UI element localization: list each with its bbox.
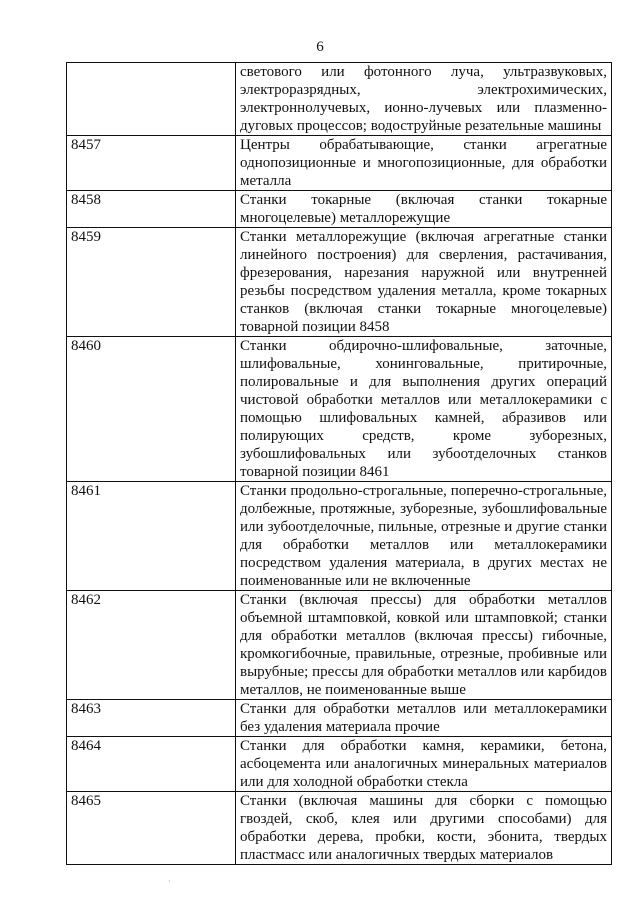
table-row [67,191,612,228]
table-row [67,591,612,700]
code-cell [67,63,236,136]
description-cell: Центры обрабатывающие, станки агрегатные однопозиционные и многопозиционные, для обработки металла [236,136,612,191]
description-cell: Станки обдирочно-шлифовальные, заточные, шлифовальные, хонинговальные, притирочные, полировальные и для выполнения других операций чистовой обработки металлов или металлокерамики с помощью шлифовальных камней, абразивов или полирующих средств, кроме зуборезных, зубошлифовальных или зубоотделочных станков товарной позиции 8461 [236,337,612,482]
code-cell: 8465 [67,792,236,865]
code-cell: 8460 [67,337,236,482]
description-cell: Станки токарные (включая станки токарные многоцелевые) металлорежущие [236,191,612,228]
table-row [67,136,612,191]
scan-dot-mark: · [168,877,171,886]
code-cell: 8461 [67,482,236,591]
code-cell: 8459 [67,228,236,337]
description-cell: Станки для обработки камня, керамики, бетона, асбоцемента или аналогичных минеральных материалов или для холодной обработки стекла [236,737,612,792]
table-row [67,228,612,337]
page-number: 6 [316,39,324,55]
table-row [67,700,612,737]
table-row [67,792,612,865]
description-cell: Станки продольно-строгальные, поперечно-строгальные, долбежные, протяжные, зуборезные, зубошлифовальные или зубоотделочные, пильные, отрезные и другие станки для обработки металлов или металлокерамики посредством удаления материала, в других местах не поименованные или не включенные [236,482,612,591]
table-row [67,737,612,792]
commodity-code-table [66,62,612,865]
description-cell: Станки для обработки металлов или металлокерамики без удаления материала прочие [236,700,612,737]
description-cell: светового или фотонного луча, ультразвуковых, электроразрядных, электрохимических, электроннолучевых, ионно-лучевых или плазменно-дуговых процессов; водоструйные резательные машины [236,63,612,136]
table-row [67,337,612,482]
description-cell: Станки металлорежущие (включая агрегатные станки линейного построения) для сверления, растачивания, фрезерования, нарезания наружной или внутренней резьбы посредством удаления металла, кроме токарных станков (включая станки токарные многоцелевые) товарной позиции 8458 [236,228,612,337]
table-row [67,482,612,591]
description-cell: Станки (включая прессы) для обработки металлов объемной штамповкой, ковкой или штамповкой; станки для обработки металлов (включая прессы) гибочные, кромкогибочные, правильные, отрезные, пробивные или вырубные; прессы для обработки металлов или карбидов металлов, не поименованные выше [236,591,612,700]
code-cell: 8458 [67,191,236,228]
code-cell: 8464 [67,737,236,792]
description-cell: Станки (включая машины для сборки с помощью гвоздей, скоб, клея или другими способами) для обработки дерева, пробки, кости, эбонита, твердых пластмасс или аналогичных твердых материалов [236,792,612,865]
code-cell: 8463 [67,700,236,737]
table-row [67,63,612,136]
code-cell: 8457 [67,136,236,191]
code-cell: 8462 [67,591,236,700]
